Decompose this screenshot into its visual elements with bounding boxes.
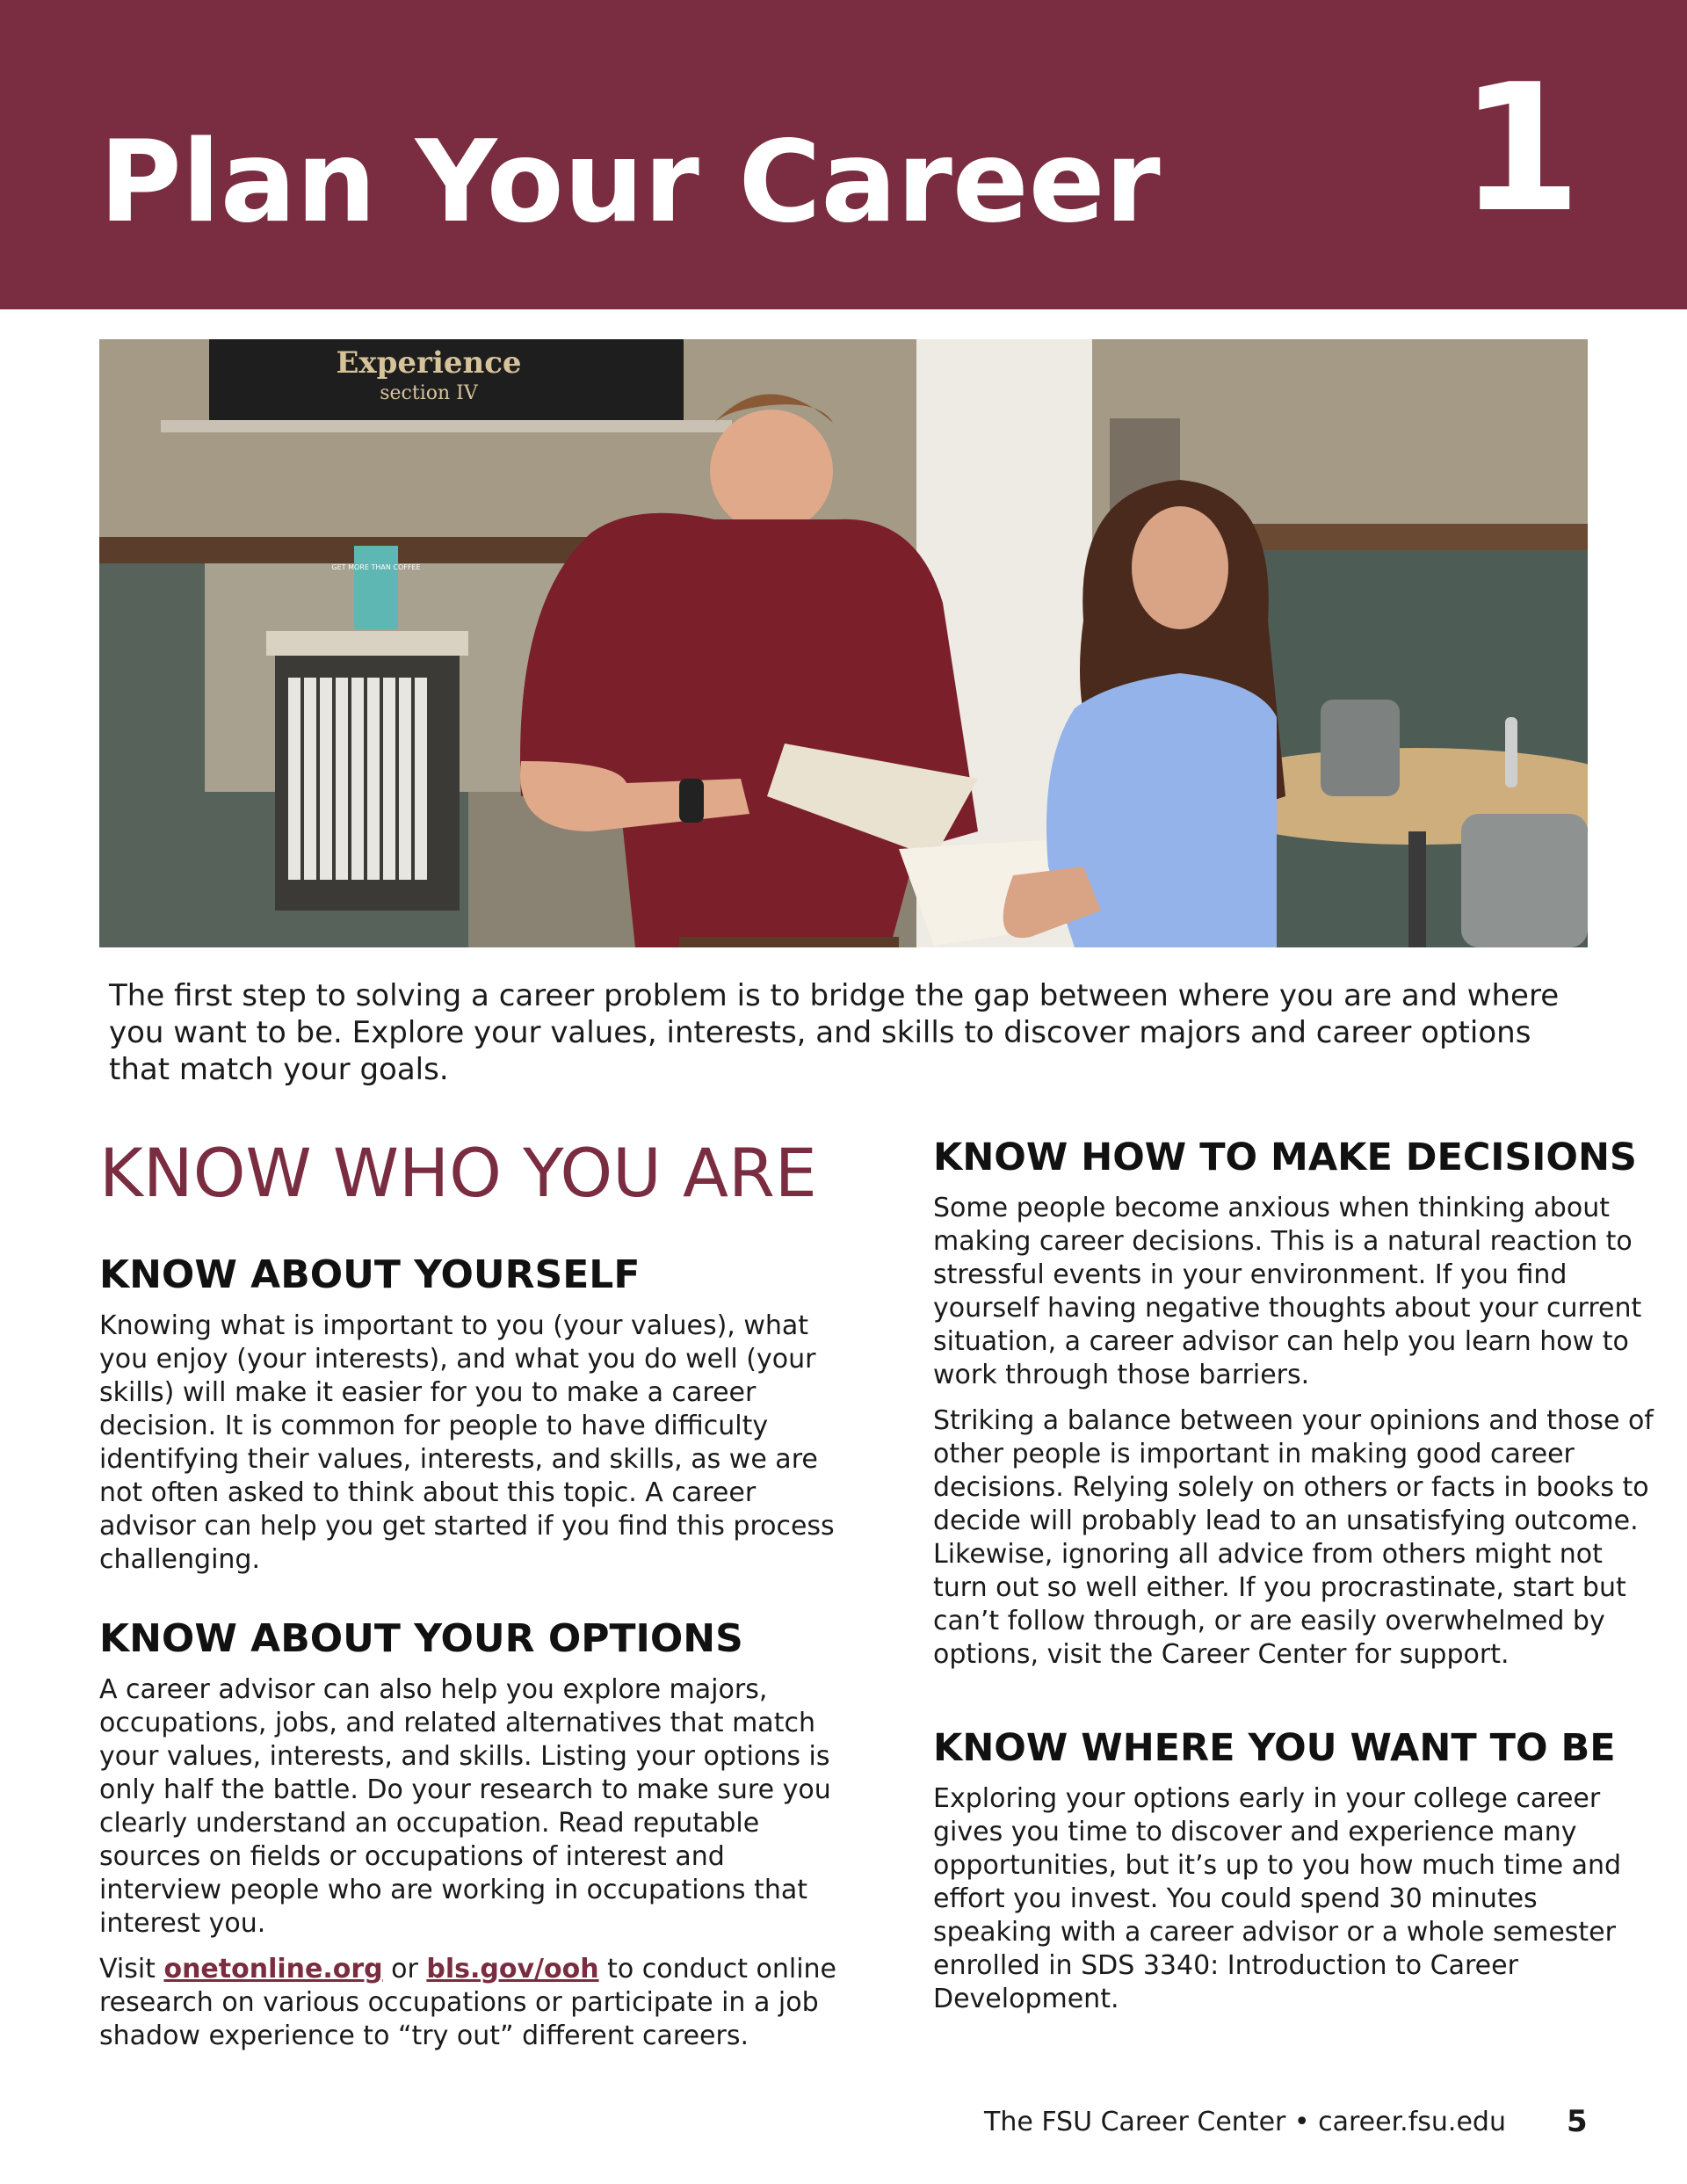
visit-suffix: to conduct online research on various occupations or participate in a job shadow experience to “try out” different careers.	[99, 1954, 837, 2051]
where-you-want-to-be-text: Exploring your options early in your college career gives you time to discover and experience many opportunities, but it’s up to you how much time and effort you invest. You could spend 30 minutes speaking with a career advisor or a whole semester enrolled in SDS 3340: Introduction to Career Development.	[933, 1783, 1622, 2014]
know-where-you-want-to-be-heading: KNOW WHERE YOU WANT TO BE	[933, 1726, 1616, 1770]
know-about-your-options-text: A career advisor can also help you explore majors, occupations, jobs, and related alternatives that match your values, interests, and skills. Listing your options is only half the battle. Do your research to make sure you clearly understand an occupation. Read reputable sources on fields or occupations of interest and interview people who are working in occupations that interest you.	[99, 1674, 831, 1939]
know-how-to-make-decisions-heading: KNOW HOW TO MAKE DECISIONS	[933, 1136, 1637, 1179]
onetonline-link[interactable]: onetonline.org	[163, 1954, 383, 1984]
chapter-banner	[0, 0, 1687, 309]
know-about-your-options-heading: KNOW ABOUT YOUR OPTIONS	[99, 1616, 743, 1661]
sign-subtitle: section IV	[380, 382, 478, 404]
decisions-text-2: Striking a balance between your opinions and those of other people is important in making good career decisions. Relying solely on others or facts in books to decide will probably lead to an unsatisfying outcome. Likewise, ignoring all advice from others might not turn out so well either. If you procrastinate, start but can’t follow through, or are easily overwhelmed by options, visit the Career Center for support.	[933, 1405, 1654, 1670]
footer-text: The FSU Career Center • career.fsu.edu	[984, 2107, 1506, 2137]
know-who-you-are-heading: KNOW WHO YOU ARE	[99, 1134, 817, 1212]
or-text: or	[382, 1954, 427, 1984]
binders	[288, 678, 427, 880]
visit-resources-text	[99, 1953, 855, 2053]
chapter-number: 1	[1459, 47, 1582, 251]
visit-prefix: Visit	[99, 1954, 164, 1984]
know-about-yourself-heading: KNOW ABOUT YOURSELF	[99, 1252, 641, 1297]
hero-photo	[99, 339, 1588, 947]
coffee-display-card	[354, 546, 398, 629]
know-about-yourself-text: Knowing what is important to you (your values), what you enjoy (your interests), and what you do well (your skills) will make it easier for you to make a career decision. It is common for people to have difficulty identifying their values, interests, and skills, as we are not often asked to think about this topic. A career advisor can help you get started if you find this process challenging.	[99, 1310, 835, 1575]
sign-title: Experience	[336, 345, 522, 381]
left-column	[99, 1134, 855, 2065]
page-title: Plan Your Career	[99, 117, 1161, 248]
decisions-text-1: Some people become anxious when thinking about making career decisions. This is a natural reaction to stressful events in your environment. If you find yourself having negative thoughts about your current situation, a career advisor can help you learn how to work through those barriers.	[933, 1193, 1642, 1390]
bls-ooh-link[interactable]: bls.gov/ooh	[426, 1954, 599, 1984]
page-number: 5	[1567, 2104, 1588, 2139]
career-advising-photo	[99, 339, 1588, 947]
display-card-text: GET MORE THAN COFFEE	[331, 563, 421, 571]
right-column	[933, 1134, 1654, 2028]
intro-paragraph: The first step to solving a career problem is to bridge the gap between where you are and where you want to be. Explore your values, interests, and skills to discover majors and career options that match your goals.	[109, 978, 1560, 1087]
